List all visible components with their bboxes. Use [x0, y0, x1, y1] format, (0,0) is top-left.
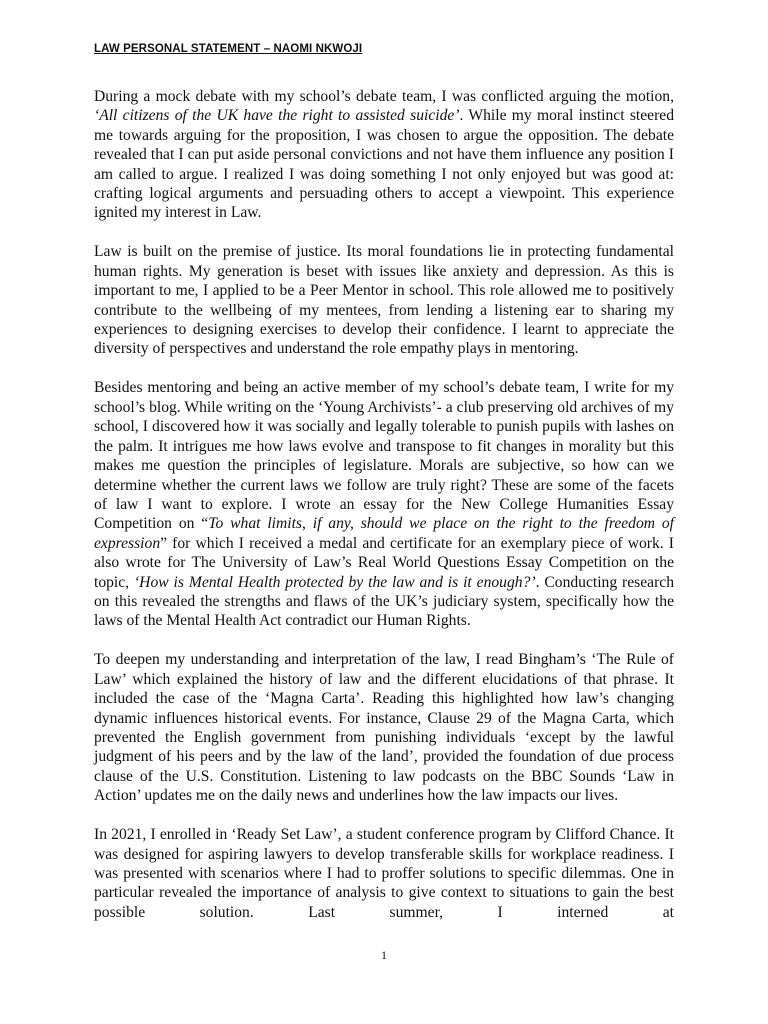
paragraph-text: To deepen my understanding and interpretation of the law, I read Bingham’s ‘The Rule of Law’ which explained the history of law and the different elucidations of that phrase. It included the case of the ‘Magna Carta’. Reading this highlighted how law’s changing dynamic influences historical events. For instance, Clause 29 of the Magna Carta, which prevented the English government from punishing individuals ‘except by the lawful judgment of his peers and by the law of the land’, provided the foundation of due process clause of the U.S. Constitution. Listening to law podcasts on the BBC Sounds ‘Law in Action’ updates me on the daily news and underlines how the law impacts our lives. — [94, 651, 674, 805]
paragraph-text: Law is built on the premise of justice. Its moral foundations lie in protecting fundamental human rights. My generation is beset with issues like anxiety and depression. As this is important to me, I applied to be a Peer Mentor in school. This role allowed me to positively contribute to the wellbeing of my mentees, from lending a listening ear to sharing my experiences to designing exercises to develop their confidence. I learnt to appreciate the diversity of perspectives and understand the role empathy plays in mentoring. — [94, 243, 674, 358]
page-number: 1 — [381, 948, 387, 962]
statement-body — [94, 87, 674, 942]
essay-topic-quote: ‘How is Mental Health protected by the law and is it enough?’ — [133, 573, 536, 591]
paragraph-text: . Conducting research on this revealed the strengths and flaws of the UK’s judiciary system, specifically how the laws of the Mental Health Act contradict our Human Rights. — [94, 573, 674, 630]
paragraph-text: ” for which I received a medal and certificate for an exemplary piece of work. I also wrote for The University of Law’s Real World Questions Essay Competition on the topic, — [94, 534, 674, 591]
document-title: LAW PERSONAL STATEMENT – NAOMI NKWOJI — [94, 43, 363, 55]
paragraph-text: . While my moral instinct steered me towards arguing for the proposition, I was chosen to argue the opposition. The debate revealed that I can put aside personal convictions and not have them influence any position I am called to argue. I realized I was doing something I not only enjoyed but was good at: crafting logical arguments and persuading others to accept a viewpoint. This experience ignited my interest in Law. — [94, 107, 674, 222]
paragraph-text: During a mock debate with my school’s debate team, I was conflicted arguing the motion, — [94, 88, 674, 105]
paragraph-text: In 2021, I enrolled in ‘Ready Set Law’, a student conference program by Clifford Chance. It was designed for aspiring lawyers to develop transferable skills for workplace readiness. I was presented with scenarios where I had to proffer solutions to specific dilemmas. One in particular revealed the importance of analysis to give context to situations to gain the best possible solution. Last summer, I interned at — [94, 826, 674, 921]
paragraph-conference — [94, 825, 674, 922]
paragraph-mentoring — [94, 242, 674, 358]
paragraph-debate — [94, 87, 674, 223]
essay-topic-quote: To what limits, if any, should we place on the right to the freedom of expression — [94, 515, 675, 552]
paragraph-reading — [94, 650, 674, 805]
paragraph-writing — [94, 378, 674, 630]
paragraph-text: Besides mentoring and being an active member of my school’s debate team, I write for my school’s blog. While writing on the ‘Young Archivists’- a club preserving old archives of my school, I discovered how it was socially and legally tolerable to punish pupils with lashes on the palm. It intrigues me how laws evolve and transpose to fit changes in morality but this makes me question the principles of legislature. Morals are subjective, so how can we determine whether the current laws we follow are truly right? These are some of the facets of law I want to explore. I wrote an essay for the New College Humanities Essay Competition on “ — [94, 379, 674, 533]
debate-motion-quote: ‘All citizens of the UK have the right to assisted suicide’ — [94, 107, 460, 125]
